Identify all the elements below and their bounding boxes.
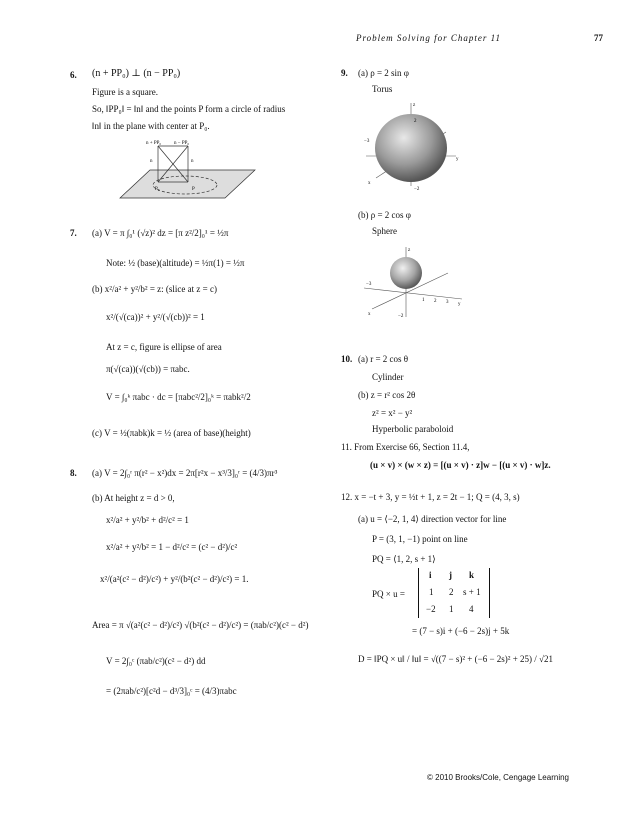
problem-7b: (b) x²/a² + y²/b² = z: (slice at z = c) [92,284,217,294]
problem-7b-line4: π(√(ca))(√(cb)) = πabc. [106,364,190,374]
fig6-label-diff: n − PP₀ [174,141,190,146]
det-r3c2: 1 [449,604,454,614]
problem-7c: (c) V = ½(πabk)k = ½ (area of base)(height) [92,428,251,438]
det-r3c1: −2 [426,604,436,614]
problem-9b: (b) ρ = 2 cos φ [358,210,412,220]
det-j: j [449,570,452,580]
det-r3c3: 4 [469,604,474,614]
problem-12a-point: P = (3, 1, −1) point on line [372,534,468,544]
determinant [418,568,490,618]
torus-axis-z: z [413,103,416,108]
fig6-label-sum: n + PP₀ [146,141,162,146]
det-r2c1: 1 [429,587,434,597]
problem-8-number: 8. [70,468,77,478]
sphere-tick-2: 2 [434,299,437,304]
problem-12: 12. x = −t + 3, y = ½t + 1, z = 2t − 1; Q = (4, 3, s) [341,492,520,502]
problem-12a-cross-result: = (7 − s)i + (−6 − 2s)j + 5k [412,626,510,636]
sphere-axis-z: z [408,248,411,253]
torus-axis-y: y [456,157,459,162]
problem-9b-name: Sphere [372,226,397,236]
problem-8b-line2: x²/a² + y²/b² = 1 − d²/c² = (c² − d²)/c² [106,542,238,552]
problem-10a-name: Cylinder [372,372,404,382]
problem-10b-line2: z² = x² − y² [372,408,413,418]
problem-6-text-1: Figure is a square. [92,87,158,97]
det-i: i [429,570,432,580]
det-k: k [469,570,475,580]
torus-axis-x: x [368,181,371,186]
fig6-label-n2: n [191,159,194,164]
sphere-tick-neg3: −3 [366,282,372,287]
figure-6-diagram [100,138,260,208]
problem-12a-pq: PQ = ⟨1, 2, s + 1⟩ [372,554,436,564]
fig6-label-p: P [192,187,195,192]
sphere-tick-3: 3 [446,300,449,305]
problem-12a-distance: D = ‖PQ × u‖ / ‖u‖ = √((7 − s)² + (−6 − 2s)² + 25) / √21 [358,654,553,664]
problem-9a-name: Torus [372,84,393,94]
problem-7b-line5: V = ∫₀ᵏ πabc · dc = [πabc²/2]₀ᵏ = πabk²/2 [106,392,251,402]
torus-tick-neg2: −2 [414,187,420,192]
problem-7b-line3: At z = c, figure is ellipse of area [106,342,222,352]
problem-7-number: 7. [70,228,77,238]
problem-12a-cross-lhs: PQ × u = [372,589,405,599]
det-r2c2: 2 [449,587,454,597]
fig6-label-p0: P₀ [155,187,160,192]
problem-6-text-3: ‖n‖ in the plane with center at P₀. [92,121,210,131]
torus-tick-2: 2 [414,119,417,124]
page-number: 77 [594,33,603,43]
problem-8b-volume: V = 2∫₀ᶜ (πab/c²)(c² − d²) dd [106,656,206,666]
problem-10a: (a) r = 2 cos θ [358,354,409,364]
sphere-axis-y: y [458,302,461,307]
problem-10b: (b) z = r² cos 2θ [358,390,416,400]
problem-6-text-2: So, ‖PP₀‖ = ‖n‖ and the points P form a circle of radius [92,104,286,114]
problem-8a: (a) V = 2∫₀ʳ π(r² − x²)dx = 2π[r²x − x³/3]₀ʳ = (4/3)πr³ [92,468,278,478]
problem-11: 11. From Exercise 66, Section 11.4, [341,442,470,452]
torus-surface [375,114,447,182]
problem-10b-name: Hyperbolic paraboloid [372,424,454,434]
problem-7b-line2: x²/(√(ca))² + y²/(√(cb))² = 1 [106,312,205,322]
problem-8b-line3: x²/(a²(c² − d²)/c²) + y²/(b²(c² − d²)/c²) = 1. [100,574,249,584]
problem-12a: (a) u = ⟨−2, 1, 4⟩ direction vector for line [358,514,507,524]
sphere-tick-1: 1 [422,298,425,303]
problem-7-note: Note: ½ (base)(altitude) = ½π(1) = ½π [106,258,245,268]
sphere-tick-neg2: −2 [398,314,404,319]
problem-8b: (b) At height z = d > 0, [92,493,175,503]
problem-6-number: 6. [70,70,77,80]
problem-8b-line1: x²/a² + y²/b² + d²/c² = 1 [106,515,189,525]
sphere-figure [358,243,468,323]
sphere-axis-x: x [368,312,371,317]
problem-6-equation: (n + PP₀) ⊥ (n − PP₀) [92,68,181,79]
torus-figure [356,98,466,193]
problem-8b-result: = (2πab/c²)[c²d − d³/3]₀ᶜ = (4/3)πabc [106,686,237,696]
sphere-surface [390,257,422,289]
problem-8b-area: Area = π √(a²(c² − d²)/c²) √(b²(c² − d²)/c²) = (πab/c²)(c² − d²) [92,620,309,630]
det-r2c3: s + 1 [463,587,481,597]
torus-tick-neg3: −3 [364,139,370,144]
fig6-label-n1: n [150,159,153,164]
problem-9-number: 9. [341,68,348,78]
running-title: Problem Solving for Chapter 11 [356,33,501,43]
copyright: © 2010 Brooks/Cole, Cengage Learning [427,773,569,782]
problem-11-equation: (u × v) × (w × z) = [(u × v) · z]w − [(u × v) · w]z. [370,460,551,470]
problem-9a: (a) ρ = 2 sin φ [358,68,410,78]
problem-7a: (a) V = π ∫₀¹ (√z)² dz = [π z²/2]₀¹ = ½π [92,228,229,238]
problem-10-number: 10. [341,354,353,364]
